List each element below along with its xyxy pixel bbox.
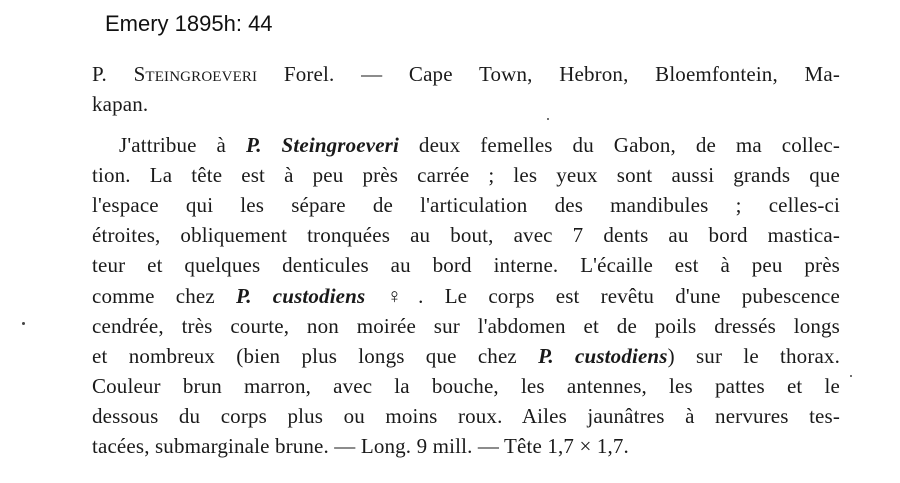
text-segment: deux femelles du Gabon, de ma collec- [398,133,840,157]
paragraph-line-8 [92,344,840,369]
text-segment: et nombreux (bien plus longs que chez [92,344,539,368]
paragraph-line-5: teur et quelques denticules au bord interne. L'écaille est à peu près [92,253,840,277]
paragraph-line-11: tacées, submarginale brune. — Long. 9 mill. — Tête 1,7 × 1,7. [92,434,629,458]
text-segment: ) sur le thorax. [667,344,840,368]
species-entry-line [92,62,840,87]
text-segment: J'attribue à [119,133,246,157]
paragraph-line-10: dessous du corps plus ou moins roux. Ailes jaunâtres à nervures tes- [92,404,840,428]
localities-text: — Cape Town, Hebron, Bloemfontein, Ma- [334,62,840,86]
paragraph-line-2: tion. La tête est à peu près carrée ; les yeux sont aussi grands que [92,163,840,187]
paragraph-line-4: étroites, obliquement tronquées au bout, avec 7 dents au bord mastica- [92,223,840,247]
species-author: Forel. [257,62,335,86]
species-initial: P. [92,62,134,86]
paragraph-line-9: Couleur brun marron, avec la bouche, les antennes, les pattes et le [92,374,840,398]
paragraph-line-7: cendrée, très courte, non moirée sur l'abdomen et de poils dressés longs [92,314,840,338]
paragraph-line-6 [92,284,840,309]
scan-speck [547,118,549,120]
paragraph-line-1 [119,133,840,158]
species-reference: P. custodiens [235,284,366,308]
species-reference: P. Steingroeveri [245,133,399,157]
citation-header: Emery 1895h: 44 [105,11,273,36]
scan-speck [22,322,25,325]
scan-speck [850,375,852,377]
text-segment: comme chez [92,284,236,308]
species-name: Steingroeveri [133,62,258,86]
text-segment: ♀. Le corps est revêtu d'une pubescence [365,284,840,308]
localities-continuation: kapan. [92,92,149,116]
paragraph-line-3: l'espace qui les sépare de l'articulation des mandibules ; celles-ci [92,193,840,217]
species-reference: P. custodiens [538,344,668,368]
